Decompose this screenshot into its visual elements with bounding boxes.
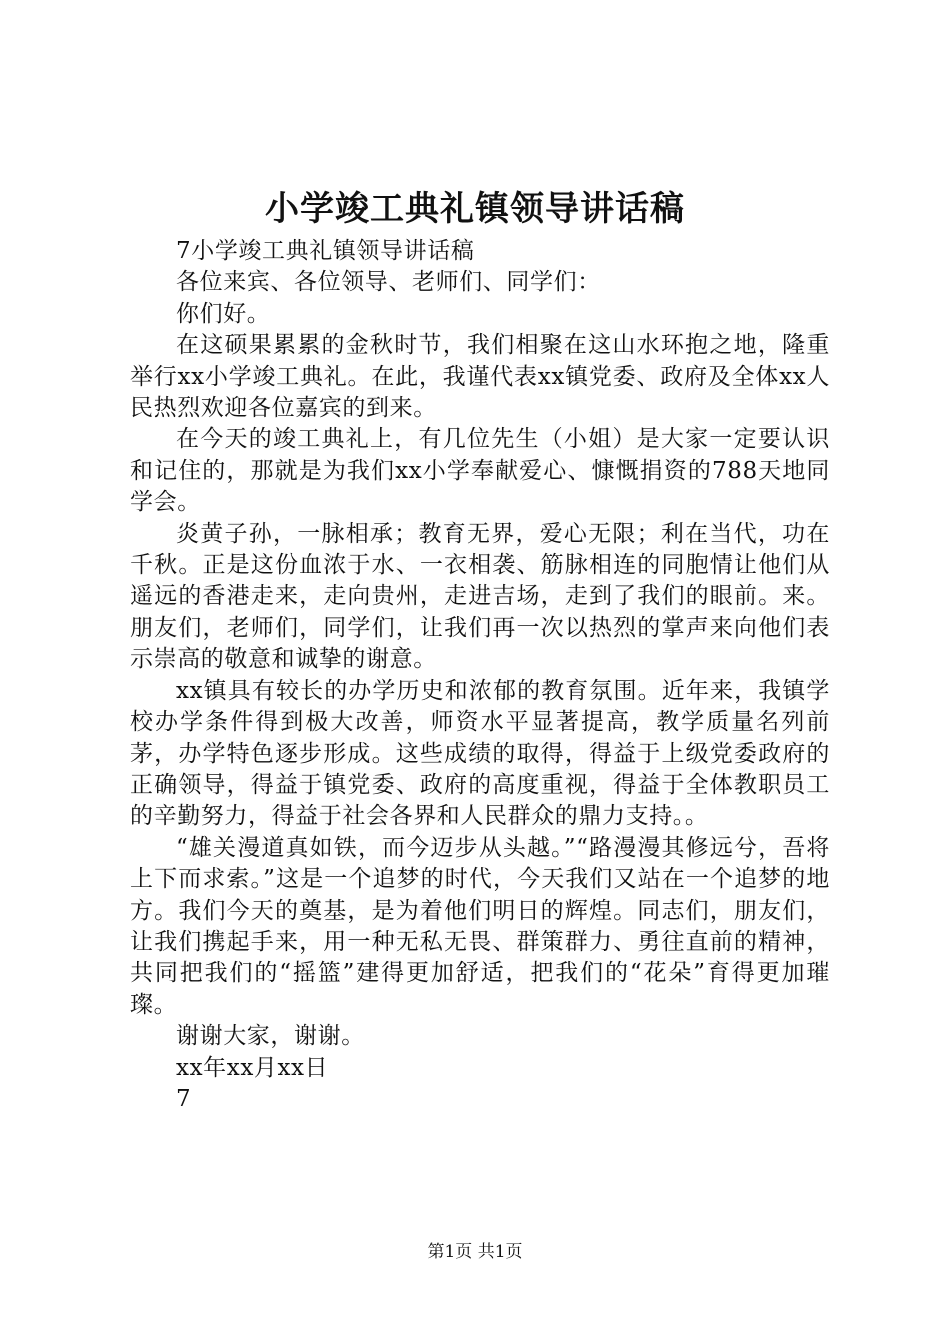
doc-subtitle: 7小学竣工典礼镇领导讲话稿 bbox=[176, 238, 475, 264]
document-body bbox=[130, 236, 830, 1115]
greeting: 你们好。 bbox=[176, 300, 271, 327]
salutation: 各位来宾、各位领导、老师们、同学们： bbox=[176, 269, 601, 296]
end-number: 7 bbox=[176, 1085, 192, 1112]
thanks-line: 谢谢大家，谢谢。 bbox=[176, 1023, 365, 1050]
paragraph-welcome: 在这硕果累累的金秋时节，我们相聚在这山水环抱之地，隆重举行xx小学竣工典礼。在此，我谨代表xx镇党委、政府及全体xx人民热烈欢迎各位嘉宾的到来。 bbox=[130, 332, 830, 422]
paragraph-gratitude: 炎黄子孙，一脉相承；教育无界，爱心无限；利在当代，功在千秋。正是这份血浓于水、一衣相袭、筋脉相连的同胞情让他们从遥远的香港走来，走向贵州，走进吉场，走到了我们的眼前。来。朋友们，老师们，同学们，让我们再一次以热烈的掌声来向他们表示崇高的敬意和诚挚的谢意。 bbox=[130, 520, 830, 673]
paragraph-donors: 在今天的竣工典礼上，有几位先生（小姐）是大家一定要认识和记住的，那就是为我们xx小学奉献爱心、慷慨捐资的788天地同学会。 bbox=[130, 426, 830, 516]
page-footer: 第1页 共1页 bbox=[427, 1242, 523, 1262]
paragraph-achievements: xx镇具有较长的办学历史和浓郁的教育氛围。近年来，我镇学校办学条件得到极大改善，师资水平显著提高，教学质量名列前茅，办学特色逐步形成。这些成绩的取得，得益于上级党委政府的正确领导，得益于镇党委、政府的高度重视，得益于全体教职员工的辛勤努力，得益于社会各界和人民群众的鼎力支持。。 bbox=[130, 677, 830, 830]
document-title: 小学竣工典礼镇领导讲话稿 bbox=[265, 189, 685, 229]
paragraph-closing: “雄关漫道真如铁，而今迈步从头越。”“路漫漫其修远兮，吾将上下而求索。”这是一个追梦的时代，今天我们又站在一个追梦的地方。我们今天的奠基，是为着他们明日的辉煌。同志们，朋友们，让我们携起手来，用一种无私无畏、群策群力、勇往直前的精神，共同把我们的“摇篮”建得更加舒适，把我们的“花朵”育得更加璀璨。 bbox=[130, 834, 830, 1018]
date-line: xx年xx月xx日 bbox=[176, 1054, 329, 1081]
